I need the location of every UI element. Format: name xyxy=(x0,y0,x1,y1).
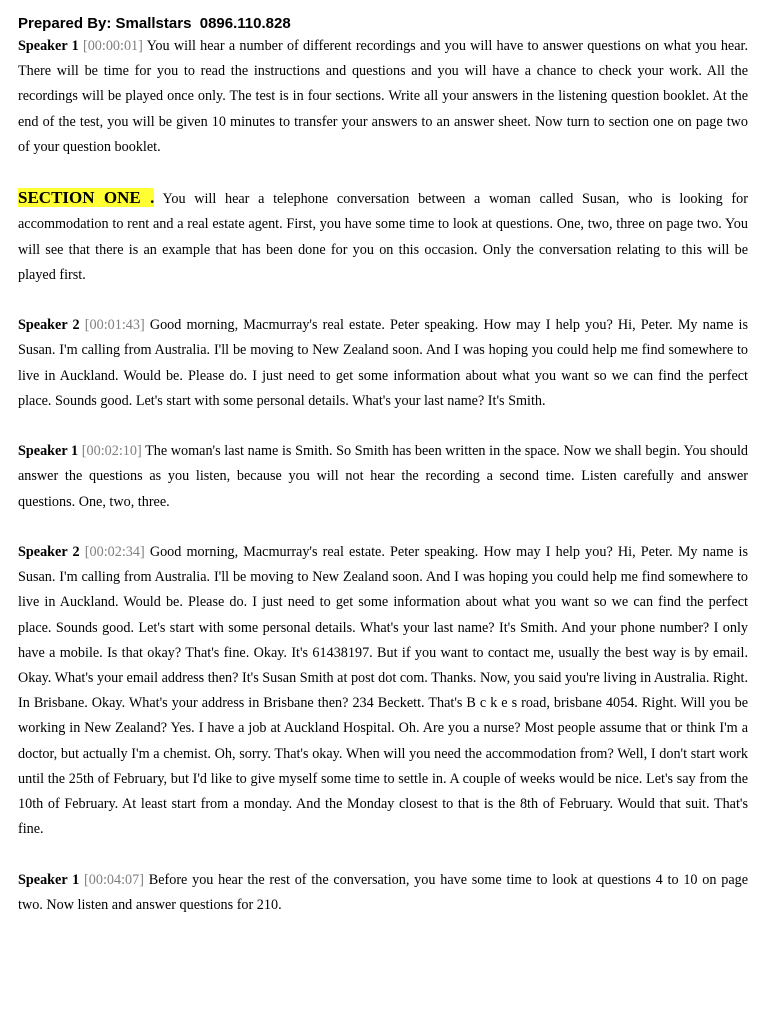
speaker-label: Speaker 1 xyxy=(18,871,80,888)
timestamp: [00:04:07] xyxy=(84,871,144,888)
section-title-highlight: SECTION ONE . xyxy=(18,188,155,208)
paragraph-gap xyxy=(18,288,748,313)
prepared-by-header: Prepared By: Smallstars 0896.110.828 xyxy=(18,15,291,32)
timestamp: [00:01:43] xyxy=(84,317,145,334)
section-one-paragraph xyxy=(18,185,748,288)
transcript-paragraph-3 xyxy=(18,313,748,414)
paragraph-text: Good morning, Macmurray's real estate. Peter speaking. How may I help you? Hi, Peter. My name is Susan. I'm calling from Australia. I'll be moving to New Zealand soon. And I was hoping you could help me find somewhere to live in Auckland. Would be. Please do. I just need to get some information about what you want so we can find the perfect place. Sounds good. Let's start with some personal details. What's your last name? It's Smith. And your phone number? I only have a mobile. Is that okay? That's fine. Okay. It's 61438197. But if you want to contact me, usually the best way is by email. Okay. What's your email address then? It's Susan Smith at post dot com. Thanks. Now, you said you're living in Australia. Right. In Brisbane. Okay. What's your address in Brisbane then? 234 Beckett. That's B c k e s road, brisbane 4054. Right. Will you be working in New Zealand? Yes. I have a job at Auckland Hospital. Oh. Are you a nurse? Most people assume that or think I'm a doctor, but actually I'm a chemist. Oh, sorry. That's okay. When will you need the accommodation from? Well, I don't start work until the 25th of February, but I'd like to give myself some time to settle in. A couple of weeks would be nice. Let's say from the 10th of February. At least start from a monday. And the Monday closest to that is the 8th of February. Would that suit. That's fine. xyxy=(18,544,748,838)
transcript-paragraph-6 xyxy=(18,868,748,918)
paragraph-gap xyxy=(18,160,748,185)
paragraph-text: You will hear a telephone conversation between a woman called Susan, who is looking for accommodation to rent and a real estate agent. First, you have some time to look at questions. One, two, three on page two. You will see that there is an example that has been done for you on this occasion. Only the conversation relating to this will be played first. xyxy=(18,191,748,283)
speaker-label: Speaker 1 xyxy=(18,38,79,54)
timestamp: [00:02:34] xyxy=(84,544,145,560)
transcript-page xyxy=(18,14,748,918)
paragraph-text: You will hear a number of different recordings and you will have to answer questions on what you hear. There will be time for you to read the instructions and questions and you will have a chance to check your work. All the recordings will be played once only. The test is in four sections. Write all your answers in the listening question booklet. At the end of the test, you will be given 10 minutes to transfer your answers to an answer sheet. Now turn to section one on page two of your question booklet. xyxy=(18,38,748,155)
paragraph-gap xyxy=(18,515,748,540)
paragraph-text: Good morning, Macmurray's real estate. Peter speaking. How may I help you? Hi, Peter. My name is Susan. I'm calling from Australia. I'll be moving to New Zealand soon. And I was hoping you could help me find somewhere to live in Auckland. Would be. Please do. I just need to get some information about what you want so we can find the perfect place. Sounds good. Let's start with some personal details. What's your last name? It's Smith. xyxy=(18,317,748,409)
speaker-label: Speaker 1 xyxy=(18,443,79,460)
timestamp: [00:00:01] xyxy=(82,38,143,54)
transcript-paragraph-1 xyxy=(18,34,748,160)
paragraph-gap xyxy=(18,842,748,867)
paragraph-text: Before you hear the rest of the conversation, you have some time to look at questions 4 to 10 on page two. Now listen and answer questions for 210. xyxy=(18,871,749,913)
paragraph-text: The woman's last name is Smith. So Smith has been written in the space. Now we shall begin. You should answer the questions as you listen, because you will not hear the recording a second time. Listen carefully and answer questions. One, two, three. xyxy=(18,443,748,510)
speaker-label: Speaker 2 xyxy=(18,317,80,334)
speaker-label: Speaker 2 xyxy=(18,544,80,560)
transcript-paragraph-5 xyxy=(18,540,748,842)
paragraph-gap xyxy=(18,414,748,439)
timestamp: [00:02:10] xyxy=(81,443,142,460)
transcript-paragraph-4 xyxy=(18,439,748,515)
